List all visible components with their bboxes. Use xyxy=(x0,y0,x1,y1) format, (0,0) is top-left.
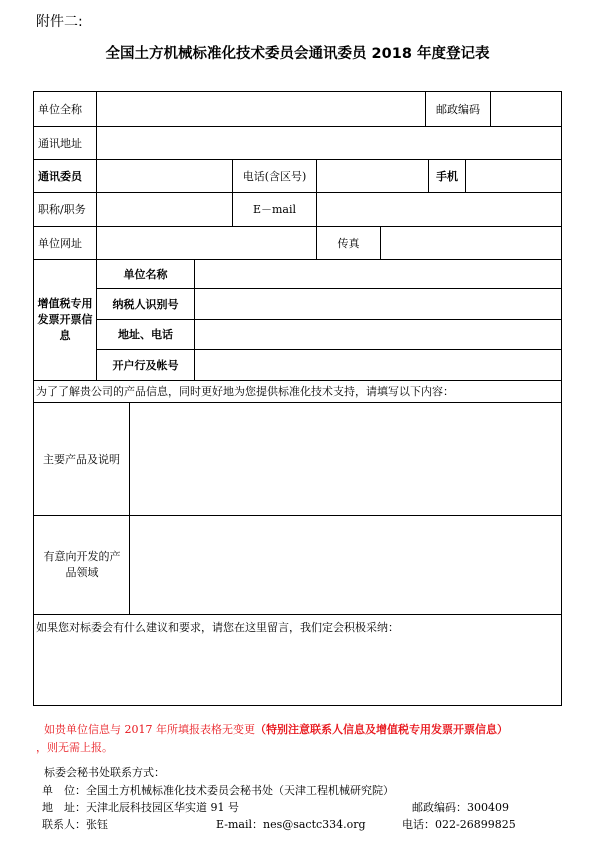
vat-unit-name-label: 单位名称 xyxy=(123,267,168,281)
contact-email-value[interactable]: nes@sactc334.org xyxy=(262,818,366,831)
contact-postcode-value: 300409 xyxy=(467,801,509,814)
vat-bank-account-label: 开户行及帐号 xyxy=(112,358,179,372)
email-field[interactable] xyxy=(317,193,561,226)
address-label: 通讯地址 xyxy=(38,136,82,150)
intended-fields-field[interactable] xyxy=(130,516,561,614)
contact-email-label: E-mail： xyxy=(216,818,263,831)
contact-tel-label: 电话： xyxy=(402,818,435,831)
contact-unit-row xyxy=(42,782,394,798)
contact-person-value: 张钰 xyxy=(86,818,108,831)
fax-field[interactable] xyxy=(381,227,561,259)
page-title: 全国土方机械标准化技术委员会通讯委员 2018 年度登记表 xyxy=(105,46,490,62)
website-field[interactable] xyxy=(97,227,316,259)
mobile-label: 手机 xyxy=(436,169,458,183)
intended-fields-label: 有意向开发的产品领域 xyxy=(43,549,121,579)
main-products-field[interactable] xyxy=(130,403,561,515)
contact-address-row xyxy=(42,799,239,815)
contact-tel-row xyxy=(402,816,516,832)
suggestions-label: 如果您对标委会有什么建议和要求，请您在这里留言，我们定会积极采纳： xyxy=(36,621,399,634)
member-label: 通讯委员 xyxy=(38,169,82,183)
vat-tax-id-label: 纳税人识别号 xyxy=(112,297,179,311)
unit-name-field[interactable] xyxy=(97,92,425,126)
contact-unit-value: 全国土方机械标准化技术委员会秘书处（天津工程机械研究院） xyxy=(86,784,394,797)
unit-name-label: 单位全称 xyxy=(38,102,82,116)
intro-text: 为了了解贵公司的产品信息，同时更好地为您提供标准化技术支持，请填写以下内容： xyxy=(36,385,454,398)
main-products-label: 主要产品及说明 xyxy=(43,452,120,466)
contact-heading: 标委会秘书处联系方式： xyxy=(44,766,165,779)
title-post-field[interactable] xyxy=(97,193,232,226)
member-field[interactable] xyxy=(97,160,232,192)
contact-email-row xyxy=(216,816,366,832)
vat-address-phone-field[interactable] xyxy=(195,320,561,349)
address-field[interactable] xyxy=(97,127,561,159)
email-label: E－mail xyxy=(252,203,297,216)
contact-postcode-row xyxy=(412,799,509,815)
postcode-label: 邮政编码 xyxy=(436,102,480,116)
notice-text xyxy=(44,721,508,737)
contact-person-row xyxy=(42,816,108,832)
contact-address-value: 天津北辰科技园区华实道 91 号 xyxy=(86,801,239,814)
contact-tel-value: 022-26899825 xyxy=(435,818,516,831)
attachment-label: 附件二: xyxy=(36,14,83,30)
contact-address-label: 地 址： xyxy=(42,801,86,814)
vat-unit-name-field[interactable] xyxy=(195,260,561,288)
website-label: 单位网址 xyxy=(38,236,82,250)
fax-label: 传真 xyxy=(337,236,360,250)
phone-field[interactable] xyxy=(317,160,428,192)
notice-part1: 如贵单位信息与 2017 年所填报表格无变更 xyxy=(44,723,255,736)
contact-person-label: 联系人： xyxy=(42,818,86,831)
mobile-field[interactable] xyxy=(466,160,561,192)
vat-section-label: 增值税专用发票开票信息 xyxy=(37,297,93,342)
vat-address-phone-label: 地址、电话 xyxy=(118,328,173,341)
notice-part3: ，则无需上报。 xyxy=(36,741,113,754)
vat-tax-id-field[interactable] xyxy=(195,289,561,319)
vat-bank-account-field[interactable] xyxy=(195,350,561,380)
title-post-label: 职称/职务 xyxy=(38,203,86,216)
notice-part2: （特别注意联系人信息及增值税专用发票开票信息） xyxy=(255,723,508,736)
suggestions-field[interactable] xyxy=(34,637,561,705)
phone-label: 电话(含区号) xyxy=(242,169,307,183)
postcode-field[interactable] xyxy=(491,92,561,126)
contact-postcode-label: 邮政编码： xyxy=(412,801,467,814)
contact-unit-label: 单 位： xyxy=(42,784,86,797)
